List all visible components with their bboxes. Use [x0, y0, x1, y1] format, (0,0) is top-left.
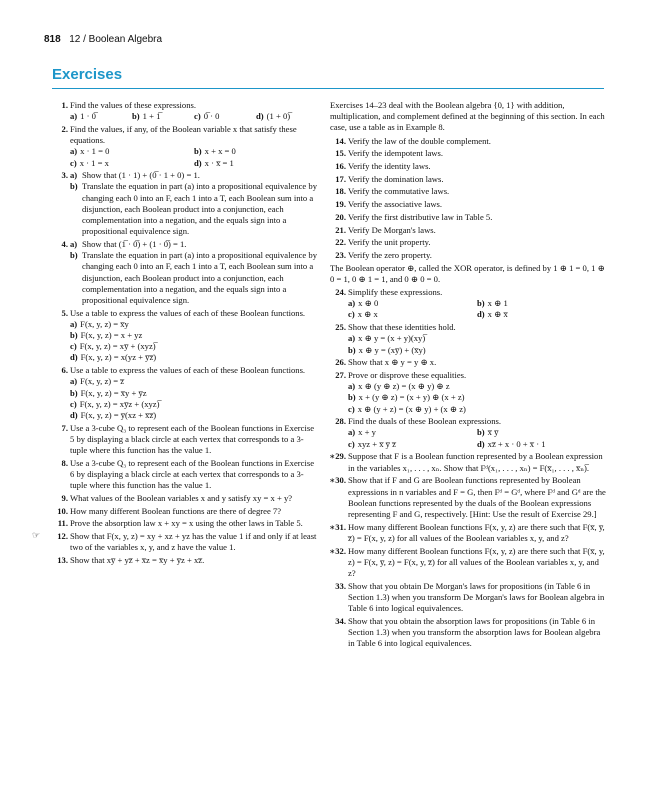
- exercise-item: [330, 522, 606, 544]
- part-label: b): [70, 387, 78, 398]
- exercise-list-b: [330, 287, 606, 649]
- exercise-part: [194, 146, 318, 157]
- part-label: c): [348, 438, 355, 449]
- exercise-item: [52, 239, 318, 306]
- part-text: F(x, y, z) = x̅y: [80, 318, 129, 329]
- exercise-item: [330, 161, 606, 172]
- exercise-part: [70, 388, 318, 399]
- exercise-parts: [348, 333, 606, 355]
- exercise-item: [330, 357, 606, 368]
- exercise-part: [348, 298, 477, 309]
- exercise-number: 4.: [61, 238, 68, 249]
- exercise-number: 25.: [335, 322, 346, 333]
- exercise-item: [330, 546, 606, 580]
- part-label: a): [70, 111, 78, 122]
- part-text: 0̅ · 0: [203, 111, 220, 122]
- exercise-parts: [348, 298, 606, 320]
- exercise-part: [70, 341, 318, 352]
- exercise-text: Verify the first distributive law in Table 5.: [348, 211, 493, 222]
- part-text: x ⊕ 1: [487, 298, 508, 309]
- exercise-text: Verify the unit property.: [348, 237, 431, 248]
- exercise-text: Show that xy̅ + yz̅ + x̅z = x̅y + y̅z + xz̅.: [70, 554, 205, 565]
- exercise-part: [348, 381, 606, 392]
- part-label: b): [70, 250, 78, 261]
- part-text: x + y: [358, 427, 376, 438]
- xor-paragraph: The Boolean operator ⊕, called the XOR operator, is defined by 1 ⊕ 1 = 0, 1 ⊕ 0 = 1, 0 ⊕ 1 = 1, and 0 ⊕ 0 = 0.: [330, 262, 605, 284]
- part-label: b): [70, 330, 78, 341]
- exercise-text: How many different Boolean functions are there of degree 7?: [70, 505, 282, 516]
- exercise-item: [330, 581, 606, 615]
- exercise-text: Prove or disprove these equalities.: [348, 369, 467, 380]
- exercise-text: Verify De Morgan's laws.: [348, 224, 436, 235]
- part-label: b): [132, 111, 140, 122]
- exercise-number: ∗30.: [329, 475, 346, 486]
- part-label: d): [256, 111, 264, 122]
- part-text: x̅ y̅: [487, 427, 499, 438]
- exercise-part: [70, 181, 318, 237]
- part-label: a): [348, 333, 356, 344]
- exercise-part: [348, 333, 606, 344]
- part-label: c): [348, 309, 355, 320]
- exercise-item: [330, 186, 606, 197]
- exercise-text: Use a 3-cube Q₃ to represent each of the Boolean functions in Exercise 5 by displaying a black circle at each vertex that corresponds to a 3-tuple where this function has the value 1.: [70, 422, 315, 456]
- exercise-item: [52, 493, 318, 504]
- exercise-part: [70, 170, 318, 181]
- part-text: 1 · 0̅: [80, 111, 96, 122]
- part-label: c): [70, 398, 77, 409]
- part-text: x ⊕ y = (x + y)(xy)̅: [358, 333, 426, 344]
- exercise-item: [330, 199, 606, 210]
- exercise-part: [348, 345, 606, 356]
- exercise-item: [330, 212, 606, 223]
- exercise-number: 18.: [335, 186, 346, 197]
- exercise-item: [330, 174, 606, 185]
- exercise-part: [70, 410, 318, 421]
- exercise-item: [52, 124, 318, 169]
- part-label: b): [348, 344, 356, 355]
- exercise-number: ∗32.: [329, 545, 346, 556]
- part-label: a): [70, 146, 78, 157]
- part-label: a): [348, 298, 356, 309]
- exercise-part: [348, 404, 606, 415]
- part-text: F(x, y, z) = xy̅z + (xyz)̅: [79, 398, 160, 409]
- exercise-text: Use a table to express the values of each of these Boolean functions.: [70, 307, 306, 318]
- part-label: a): [348, 427, 356, 438]
- exercise-list-a: [330, 136, 606, 262]
- exercise-part: [70, 330, 318, 341]
- exercise-number: 33.: [335, 580, 346, 591]
- section-rule: [52, 88, 604, 89]
- exercise-text: Use a 3-cube Q₃ to represent each of the Boolean functions in Exercise 6 by displaying a black circle at each vertex that corresponds to a 3-tuple where this function has the value 1.: [70, 457, 315, 491]
- intro-paragraph: Exercises 14–23 deal with the Boolean algebra {0, 1} with addition, multiplication, and complement defined at the beginning of this section. In each case, use a table as in Example 8.: [330, 100, 605, 133]
- exercise-number: 16.: [335, 161, 346, 172]
- exercise-part: [70, 146, 194, 157]
- exercise-part: [348, 427, 477, 438]
- exercise-text: Suppose that F is a Boolean function represented by a Boolean expression in the variables x₁, . . . , xₙ. Show that Fᵈ(x₁, . . . , xₙ) = F(x̅₁, . . . , x̅ₙ)̅.: [348, 451, 603, 473]
- exercise-number: 3.: [61, 170, 68, 181]
- exercise-number: 24.: [335, 287, 346, 298]
- part-label: b): [70, 181, 78, 192]
- exercise-number: 1.: [61, 100, 68, 110]
- part-label: d): [70, 352, 78, 363]
- page-number: 818: [44, 34, 61, 45]
- part-text: F(x, y, z) = x + yz: [80, 330, 143, 341]
- exercise-number: 9.: [61, 492, 68, 503]
- exercise-text: Verify the associative laws.: [348, 199, 443, 210]
- exercise-item: [52, 555, 318, 566]
- exercise-part: [70, 250, 318, 306]
- exercise-part: [477, 309, 606, 320]
- part-label: a): [70, 376, 78, 387]
- exercise-text: Verify the domination laws.: [348, 173, 444, 184]
- exercise-item: [52, 365, 318, 421]
- exercise-part: [477, 439, 606, 450]
- exercise-number: 27.: [335, 369, 346, 380]
- exercise-item: [52, 458, 318, 492]
- exercise-item: [52, 100, 318, 122]
- exercise-text: Find the values of these expressions.: [70, 100, 197, 110]
- section-title: Exercises: [52, 66, 123, 83]
- part-label: a): [348, 381, 356, 392]
- chapter-title: 12 / Boolean Algebra: [69, 34, 163, 45]
- part-label: d): [194, 157, 202, 168]
- exercise-part: [70, 158, 194, 169]
- exercise-text: How many different Boolean functions F(x, y, z) are there such that F(x̅, y̅, z̅) = F(x, y, z) for all values of the Boolean variables x, y, and z?: [348, 521, 605, 543]
- exercise-parts: [348, 381, 606, 415]
- exercise-text: Show that you obtain the absorption laws for propositions (in Table 6 in Section 1.3) when you transform the absorption laws for Boolean algebra in Table 6 into logical equivalences.: [348, 615, 601, 649]
- page-header: [44, 34, 162, 45]
- exercise-text: Show that you obtain De Morgan's laws for propositions (in Table 6 in Section 1.3) when you transform De Morgan's laws for Boolean algebra in Table 6 into logical equivalences.: [348, 580, 605, 614]
- part-label: b): [348, 392, 356, 403]
- exercise-number: 21.: [335, 224, 346, 235]
- exercise-text: Use a table to express the values of each of these Boolean functions.: [70, 365, 306, 376]
- exercise-parts: [70, 146, 318, 168]
- exercise-text: Verify the idempotent laws.: [348, 148, 443, 159]
- part-label: d): [477, 309, 485, 320]
- exercise-text: Verify the commutative laws.: [348, 186, 450, 197]
- part-label: d): [70, 409, 78, 420]
- part-text: x ⊕ 0: [358, 298, 379, 309]
- part-text: F(x, y, z) = x̅y + y̅z: [80, 387, 147, 398]
- exercise-item: [330, 225, 606, 236]
- exercise-item: [52, 506, 318, 517]
- exercise-part: [70, 239, 318, 250]
- exercise-item: [330, 322, 606, 356]
- part-label: a): [70, 170, 78, 181]
- part-text: x + (y ⊕ z) = (x + y) ⊕ (x + z): [358, 392, 465, 403]
- exercise-parts: [348, 427, 606, 449]
- exercise-text: Show that x ⊕ y = y ⊕ x.: [348, 357, 437, 368]
- exercise-parts: [70, 111, 318, 122]
- exercise-text: Verify the zero property.: [348, 249, 432, 260]
- part-text: x + x = 0: [204, 146, 236, 157]
- exercise-part: [348, 392, 606, 403]
- exercise-item: [330, 616, 606, 650]
- exercise-item: [330, 287, 606, 321]
- exercise-parts: [70, 319, 318, 364]
- part-label: c): [70, 157, 77, 168]
- part-text: x ⊕ x̅: [487, 309, 508, 320]
- exercise-part: [194, 111, 256, 122]
- part-text: Translate the equation in part (a) into a propositional equivalence by changing each 0 into an F, each 1 into a T, each Boolean sum into a disjunction, each Boolean product into a conjunction, each complementation into a negation, and the equals sign into a propositional equivalence sign.: [82, 250, 317, 305]
- exercise-part: [70, 376, 318, 387]
- exercise-text: Verify the law of the double complement.: [348, 135, 491, 146]
- part-text: F(x, y, z) = x(yz + y̅z̅): [80, 352, 157, 363]
- exercise-item: [330, 370, 606, 415]
- part-label: a): [70, 238, 78, 249]
- exercise-number: 8.: [61, 457, 68, 468]
- part-text: (1 + 0)̅: [266, 111, 291, 122]
- exercise-item: [330, 416, 606, 450]
- exercise-number: 14.: [335, 135, 346, 146]
- exercise-number: 10.: [57, 505, 68, 516]
- part-text: F(x, y, z) = xy̅ + (xyz)̅: [79, 341, 156, 352]
- exercise-text: Prove the absorption law x + xy = x using the other laws in Table 5.: [70, 518, 303, 529]
- exercise-text: Simplify these expressions.: [348, 287, 443, 298]
- part-label: b): [194, 146, 202, 157]
- exercise-text: Show that F(x, y, z) = xy + xz + yz has the value 1 if and only if at least two of the variables x, y, and z have the value 1.: [70, 531, 317, 553]
- exercise-text: Find the values, if any, of the Boolean variable x that satisfy these equations.: [70, 123, 297, 146]
- part-text: Translate the equation in part (a) into a propositional equivalence by changing each 0 into an F, each 1 into a T, each Boolean sum into a disjunction, each Boolean product into a conjunction, each complementation into a negation, and the equals sign into a propositional equivalence sign.: [82, 181, 317, 237]
- exercise-number: 13.: [57, 554, 68, 565]
- part-text: F(x, y, z) = z̅: [80, 376, 125, 387]
- exercise-item: [32, 531, 318, 553]
- part-text: xz̅ + x · 0 + x̅ · 1: [487, 438, 546, 449]
- exercise-number: 7.: [61, 422, 68, 433]
- exercise-part: [70, 352, 318, 363]
- part-text: 1 + 1̅: [142, 111, 161, 122]
- exercise-item: [52, 423, 318, 457]
- exercise-item: [52, 308, 318, 364]
- exercise-part: [132, 111, 194, 122]
- exercise-part: [477, 298, 606, 309]
- exercise-text: Show that these identities hold.: [348, 322, 456, 333]
- part-label: c): [70, 341, 77, 352]
- exercise-item: [330, 475, 606, 520]
- part-text: x ⊕ y = (xy̅) + (x̅y): [358, 344, 426, 355]
- exercise-text: Verify the identity laws.: [348, 161, 431, 172]
- part-text: F(x, y, z) = y̅(xz + x̅z̅): [80, 409, 157, 420]
- exercise-number: 2.: [61, 123, 68, 134]
- part-label: b): [477, 298, 485, 309]
- part-text: xyz + x̅ y̅ z̅: [357, 438, 396, 449]
- exercise-number: 5.: [61, 307, 68, 318]
- exercise-number: 26.: [335, 357, 346, 368]
- part-text: x · 1 = x: [79, 157, 109, 168]
- part-text: x · x̅ = 1: [204, 157, 234, 168]
- part-label: c): [194, 111, 201, 122]
- exercise-item: [330, 148, 606, 159]
- exercise-item: [330, 451, 606, 473]
- exercise-number: 22.: [335, 237, 346, 248]
- exercise-number: 20.: [335, 211, 346, 222]
- exercise-number: 28.: [335, 416, 346, 427]
- exercise-part: [348, 439, 477, 450]
- part-label: d): [477, 438, 485, 449]
- exercise-part: [70, 319, 318, 330]
- part-text: x ⊕ x: [357, 309, 378, 320]
- part-label: b): [477, 427, 485, 438]
- exercise-number: 19.: [335, 199, 346, 210]
- exercise-number: 12.: [57, 531, 68, 542]
- exercise-part: [70, 111, 132, 122]
- part-text: x ⊕ (y + z) = (x ⊕ y) + (x ⊕ z): [357, 403, 466, 414]
- exercise-item: [330, 237, 606, 248]
- part-label: c): [348, 403, 355, 414]
- exercise-part: [477, 427, 606, 438]
- exercise-number: 23.: [335, 249, 346, 260]
- exercise-part: [194, 158, 318, 169]
- exercise-number: 11.: [57, 518, 68, 529]
- exercise-number: 17.: [335, 173, 346, 184]
- exercise-number: ∗31.: [329, 521, 346, 532]
- exercise-parts: [70, 376, 318, 421]
- exercise-item: [330, 136, 606, 147]
- right-column: [330, 100, 606, 651]
- part-text: Show that (1̅ · 0̅) + (1 · 0̅) = 1.: [82, 238, 187, 249]
- exercise-part: [70, 399, 318, 410]
- part-text: x ⊕ (y ⊕ z) = (x ⊕ y) ⊕ z: [358, 381, 450, 392]
- pointing-hand-icon: ☞: [32, 531, 41, 542]
- exercise-text: Show that if F and G are Boolean functions represented by Boolean expressions in n variables and F = G, then Fᵈ = Gᵈ, where Fᵈ and Gᵈ are the Boolean functions represented by the duals of the Boolean expressions representing F and G, respectively. [Hint: Use the result of Exercise 29.]: [348, 475, 606, 519]
- exercise-item: [52, 170, 318, 237]
- part-label: a): [70, 318, 78, 329]
- exercise-text: Find the duals of these Boolean expressions.: [348, 416, 501, 427]
- exercise-text: What values of the Boolean variables x and y satisfy xy = x + y?: [70, 492, 293, 503]
- exercise-part: [348, 309, 477, 320]
- exercise-item: [52, 518, 318, 529]
- part-text: Show that (1 · 1) + (0̅ · 1 + 0) = 1.: [82, 170, 200, 181]
- left-column: [32, 100, 318, 568]
- exercise-part: [256, 111, 318, 122]
- exercise-number: 6.: [61, 365, 68, 376]
- exercise-number: ∗29.: [329, 451, 346, 462]
- exercise-item: [330, 250, 606, 261]
- exercise-number: 34.: [335, 615, 346, 626]
- exercise-number: 15.: [335, 148, 346, 159]
- exercise-text: How many different Boolean functions F(x, y, z) are there such that F(x̅, y, z) = F(x, y̅, z) = F(x, y, z̅) for all values of the Boolean variables x, y, and z?: [348, 545, 605, 578]
- part-text: x · 1 = 0: [80, 146, 110, 157]
